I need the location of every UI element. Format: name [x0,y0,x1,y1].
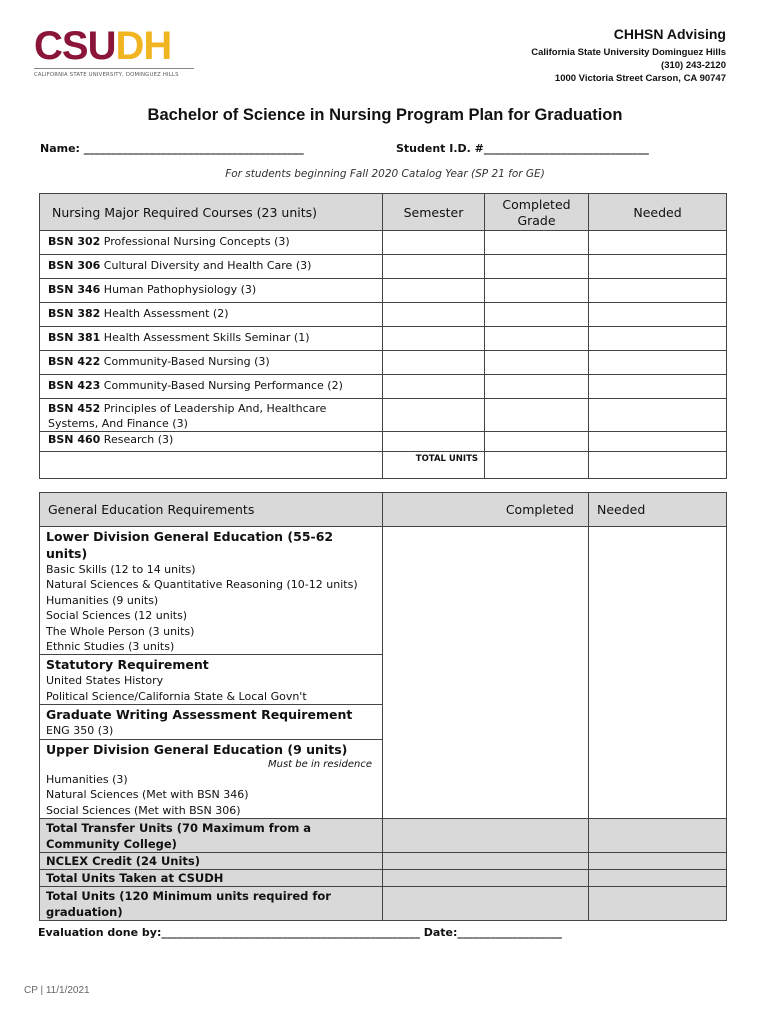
course-row: BSN 306 Cultural Diversity and Health Care (3) [40,255,727,279]
statutory-row: Statutory Requirement United States History Political Science/California State & Local Govn't [40,655,727,705]
col-semester: Semester [383,194,485,231]
footer-note: CP | 11/1/2021 [24,985,90,996]
gwar-title: Graduate Writing Assessment Requirement [46,707,353,723]
residence-note: Must be in residence [268,758,372,770]
logo-subtitle: CALIFORNIA STATE UNIVERSITY, DOMINGUEZ HILLS [34,72,179,78]
ge-header: General Education Requirements [40,493,383,527]
course-row: BSN 381 Health Assessment Skills Seminar (1) [40,327,727,351]
address: 1000 Victoria Street Carson, CA 90747 [554,73,726,84]
col-completed-grade: Completed Grade [485,194,589,231]
transfer-units-row: Total Transfer Units (70 Maximum from a Community College) [40,819,727,853]
course-row: BSN 452 Principles of Leadership And, Healthcare Systems, And Finance (3) [40,399,727,432]
total-units-label: TOTAL UNITS [383,452,485,479]
logo-divider [34,68,194,69]
major-courses-table [39,193,727,479]
ge-col-needed: Needed [589,493,727,527]
logo-text-dh: DH [115,24,172,68]
ge-table [39,492,727,921]
course-row: BSN 302 Professional Nursing Concepts (3) [40,231,727,255]
ge-header-row [40,493,727,527]
course-row: BSN 423 Community-Based Nursing Performance (2) [40,375,727,399]
course-row: BSN 422 Community-Based Nursing (3) [40,351,727,375]
lower-division-title: Lower Division General Education (55-62 units) [46,529,334,561]
nclex-row: NCLEX Credit (24 Units) [40,853,727,870]
evaluation-line[interactable]: Evaluation done by:_______________________________________________ Date:___________________ [38,926,562,939]
course-row: BSN 460 Research (3) [40,432,727,452]
department-name: CHHSN Advising [613,26,726,42]
csudh-units-row: Total Units Taken at CSUDH [40,870,727,887]
ge-col-completed: Completed [383,493,589,527]
upper-division-row: Upper Division General Education (9 units) Must be in residence Humanities (3) Natural Sciences (Met with BSN 346) Social Sciences (Met with BSN 306) [40,739,727,818]
major-header-row [40,194,727,231]
col-needed: Needed [589,194,727,231]
ge-needed-cell[interactable] [589,527,727,819]
student-id-field[interactable]: Student I.D. #______________________________ [396,142,649,155]
phone-number: (310) 243-2120 [661,60,726,71]
ge-completed-cell[interactable] [383,527,589,819]
logo-text-csu: CSU [34,24,116,68]
name-field[interactable]: Name: ________________________________________ [40,142,304,155]
header-contact [531,26,726,85]
csudh-logo [34,26,196,82]
total-units-row [40,452,727,479]
course-row: BSN 346 Human Pathophysiology (3) [40,279,727,303]
catalog-note: For students beginning Fall 2020 Catalog Year (SP 21 for GE) [225,168,545,180]
page-title: Bachelor of Science in Nursing Program Plan for Graduation [147,106,623,124]
major-header: Nursing Major Required Courses (23 units) [40,194,383,231]
university-name: California State University Dominguez Hills [531,47,726,58]
statutory-title: Statutory Requirement [46,657,209,673]
course-row: BSN 382 Health Assessment (2) [40,303,727,327]
gwar-row: Graduate Writing Assessment Requirement ENG 350 (3) [40,705,727,739]
total-units-row: Total Units (120 Minimum units required for graduation) [40,887,727,921]
lower-division-row: Lower Division General Education (55-62 units) Basic Skills (12 to 14 units) Natural Sciences & Quantitative Reasoning (10-12 units) Humanities (9 units) Social Sciences (12 units) The Whole Person (3 units) Ethnic Studies (3 units) [40,527,727,655]
upper-division-title: Upper Division General Education (9 units) [46,741,348,757]
